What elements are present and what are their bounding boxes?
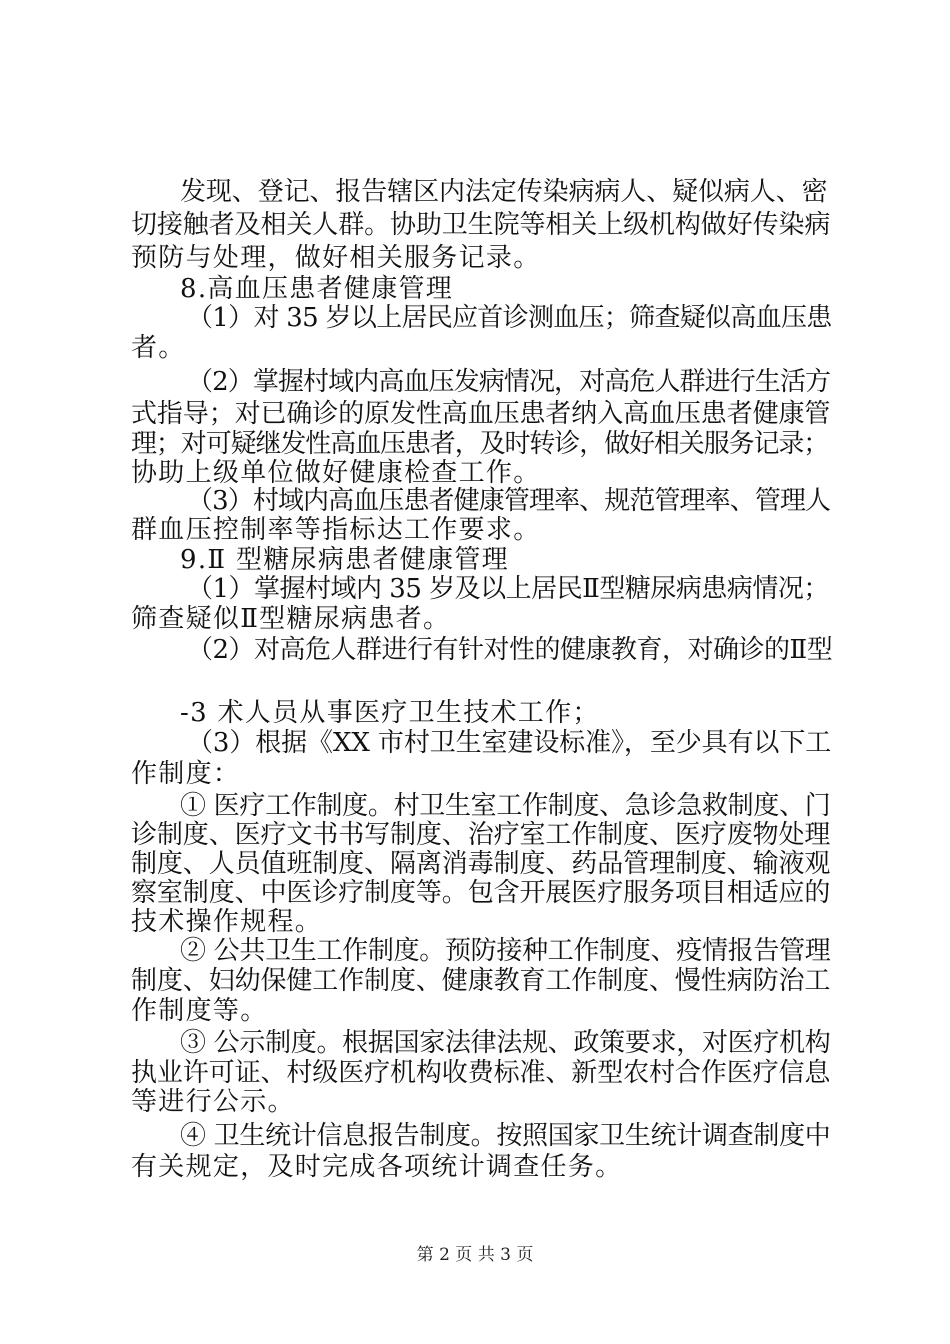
text-line: （2）掌握村域内高血压发病情况，对高危人群进行生活方: [187, 367, 831, 397]
text-line: ② 公共卫生工作制度。预防接种工作制度、疫情报告管理: [180, 936, 831, 966]
text-line: （3）根据《XX 市村卫生室建设标准》，至少具有以下工: [187, 728, 832, 758]
text-line: 筛查疑似Ⅱ型糖尿病患者。: [131, 604, 451, 634]
text-line: 作制度：: [131, 759, 241, 789]
text-line: 有关规定，及时完成各项统计调查任务。: [131, 1152, 623, 1182]
text-line: -3 术人员从事医疗卫生技术工作；: [180, 698, 600, 728]
text-line: （2）对高危人群进行有针对性的健康教育，对确诊的Ⅱ型: [187, 635, 833, 665]
text-line: 切接触者及相关人群。协助卫生院等相关上级机构做好传染病: [131, 210, 831, 240]
text-line: 协助上级单位做好健康检查工作。: [131, 458, 541, 488]
text-line: 者。: [131, 333, 186, 363]
text-line: （3）村域内高血压患者健康管理率、规范管理率、管理人: [187, 486, 831, 516]
text-line: 制度、人员值班制度、隔离消毒制度、药品管理制度、输液观: [131, 849, 831, 879]
text-line: ③ 公示制度。根据国家法律法规、政策要求，对医疗机构: [180, 1028, 831, 1058]
text-line: 诊制度、医疗文书书写制度、治疗室工作制度、医疗废物处理: [131, 820, 831, 850]
text-line: 预防与处理，做好相关服务记录。: [131, 243, 541, 273]
text-line: 技术操作规程。: [131, 907, 323, 937]
text-line: 察室制度、中医诊疗制度等。包含开展医疗服务项目相适应的: [131, 878, 831, 908]
text-line: 执业许可证、村级医疗机构收费标准、新型农村合作医疗信息: [131, 1058, 831, 1088]
text-line: 制度、妇幼保健工作制度、健康教育工作制度、慢性病防治工: [131, 966, 831, 996]
text-line: （1）对 35 岁以上居民应首诊测血压；筛查疑似高血压患: [187, 303, 832, 333]
section-heading: 9.Ⅱ 型糖尿病患者健康管理: [180, 545, 509, 575]
text-line: ④ 卫生统计信息报告制度。按照国家卫生统计调查制度中: [180, 1121, 831, 1151]
text-line: 作制度等。: [131, 996, 268, 1026]
text-line: 等进行公示。: [131, 1087, 295, 1117]
text-line: 群血压控制率等指标达工作要求。: [131, 515, 541, 545]
text-line: （1）掌握村域内 35 岁及以上居民Ⅱ型糖尿病患病情况；: [187, 574, 829, 604]
text-line: ① 医疗工作制度。村卫生室工作制度、急诊急救制度、门: [180, 791, 831, 821]
text-line: 式指导；对已确诊的原发性高血压患者纳入高血压患者健康管: [131, 399, 831, 429]
page-number: 第 2 页 共 3 页: [416, 1245, 534, 1265]
text-line: 理；对可疑继发性高血压患者，及时转诊，做好相关服务记录；: [131, 429, 829, 459]
section-heading: 8.高血压患者健康管理: [180, 274, 454, 304]
text-line: 发现、登记、报告辖区内法定传染病病人、疑似病人、密: [180, 177, 828, 207]
